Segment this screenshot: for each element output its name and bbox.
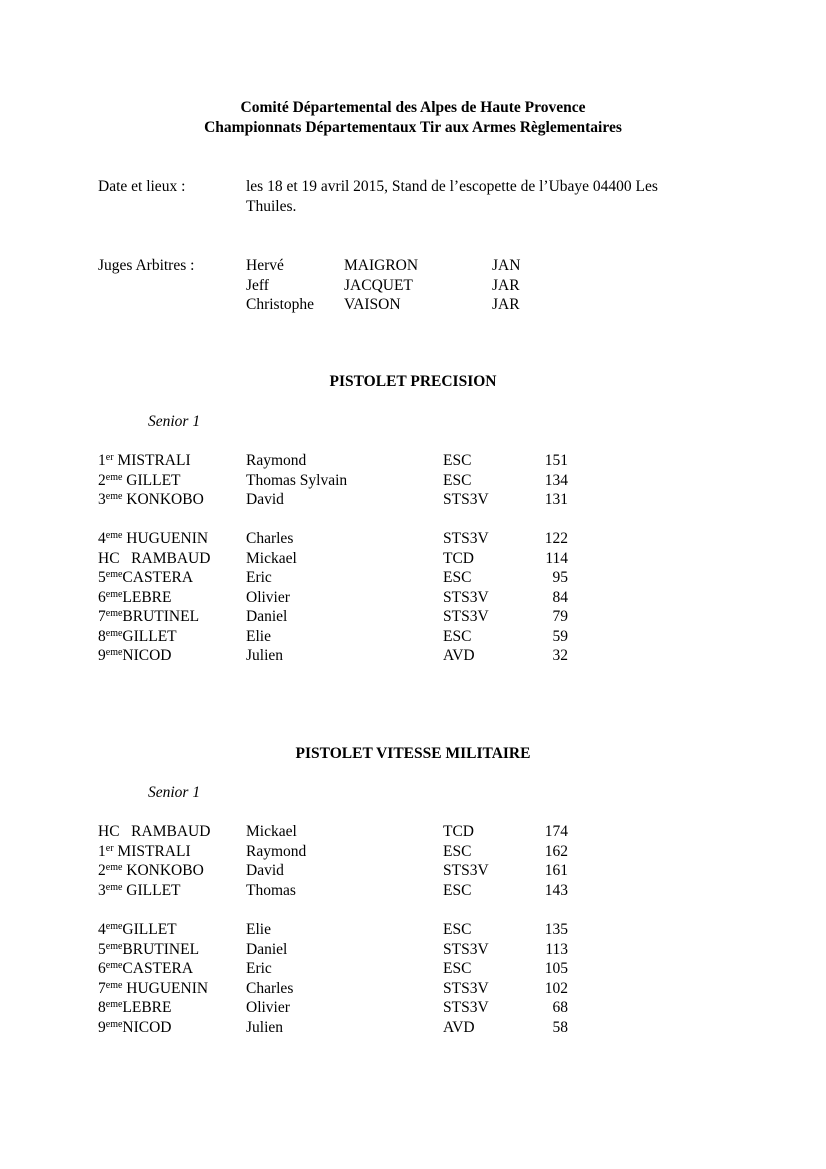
competitor-first-name: Elie	[246, 628, 271, 645]
result-row	[0, 490, 826, 510]
rank-position: 4	[98, 530, 106, 547]
rank-and-name	[98, 471, 181, 491]
result-row	[0, 979, 826, 999]
rank-and-name	[98, 529, 208, 549]
result-row	[0, 471, 826, 491]
category-label: Senior 1	[148, 784, 201, 801]
rank-suffix: eme	[105, 1019, 123, 1030]
rank-suffix: eme	[105, 608, 123, 619]
score-value: 122	[544, 530, 568, 547]
rank-and-name	[98, 1018, 172, 1038]
rank-suffix: eme	[105, 491, 123, 502]
rank-and-name	[98, 881, 181, 901]
rank-and-name	[98, 568, 193, 588]
juge-last-name: MAIGRON	[344, 257, 419, 274]
juge-role: JAR	[492, 296, 520, 313]
rank-position: 9	[98, 647, 106, 664]
score-value: 58	[552, 1019, 568, 1036]
juge-row	[0, 276, 826, 296]
rank-position: 5	[98, 941, 106, 958]
rank-position: 8	[98, 999, 106, 1016]
club-code: STS3V	[443, 589, 489, 606]
club-code: AVD	[443, 1019, 475, 1036]
date-lieux-value-line2: Thuiles.	[246, 198, 297, 215]
rank-suffix: er	[105, 843, 114, 854]
score-value: 174	[544, 823, 568, 840]
score-value: 68	[552, 999, 568, 1016]
club-code: STS3V	[443, 862, 489, 879]
rank-position: 9	[98, 1019, 106, 1036]
rank-position: 1	[98, 452, 106, 469]
competitor-last-name: BRUTINEL	[122, 608, 200, 625]
competitor-first-name: David	[246, 862, 284, 879]
result-row	[0, 998, 826, 1018]
club-code: STS3V	[443, 980, 489, 997]
competitor-first-name: Charles	[246, 530, 294, 547]
club-code: TCD	[443, 550, 474, 567]
rank-suffix: eme	[105, 999, 123, 1010]
score-value: 102	[544, 980, 568, 997]
score-value: 95	[552, 569, 568, 586]
competitor-last-name: KONKOBO	[122, 862, 204, 879]
result-row	[0, 451, 826, 471]
club-code: ESC	[443, 628, 472, 645]
rank-and-name	[98, 979, 208, 999]
result-row	[0, 1018, 826, 1038]
club-code: ESC	[443, 921, 472, 938]
rank-and-name	[98, 959, 193, 979]
rank-position: HC	[98, 823, 120, 840]
score-value: 162	[544, 843, 568, 860]
score-value: 161	[544, 862, 568, 879]
competitor-first-name: Eric	[246, 569, 272, 586]
score-value: 151	[544, 452, 568, 469]
club-code: STS3V	[443, 491, 489, 508]
competitor-first-name: Daniel	[246, 608, 288, 625]
rank-and-name	[98, 627, 177, 647]
rank-suffix: eme	[105, 530, 123, 541]
juge-role: JAN	[492, 257, 521, 274]
competitor-last-name: LEBRE	[122, 589, 172, 606]
club-code: STS3V	[443, 941, 489, 958]
result-row	[0, 529, 826, 549]
rank-and-name	[98, 646, 172, 666]
rank-position: HC	[98, 550, 120, 567]
rank-and-name	[98, 451, 191, 471]
competitor-last-name: GILLET	[122, 882, 181, 899]
competitor-first-name: Daniel	[246, 941, 288, 958]
rank-position: 3	[98, 491, 106, 508]
rank-suffix: eme	[105, 941, 123, 952]
rank-position: 2	[98, 472, 106, 489]
rank-position: 4	[98, 921, 106, 938]
rank-position: 2	[98, 862, 106, 879]
competitor-first-name: Thomas Sylvain	[246, 472, 348, 489]
rank-and-name	[98, 842, 191, 862]
competitor-last-name: NICOD	[122, 1019, 172, 1036]
club-code: STS3V	[443, 530, 489, 547]
rank-and-name	[98, 549, 210, 569]
score-value: 131	[544, 491, 568, 508]
juge-role: JAR	[492, 277, 520, 294]
rank-suffix: eme	[105, 882, 123, 893]
rank-position: 6	[98, 960, 106, 977]
result-row	[0, 646, 826, 666]
juge-row	[0, 256, 826, 276]
score-value: 143	[544, 882, 568, 899]
rank-suffix: eme	[105, 921, 123, 932]
score-value: 32	[552, 647, 568, 664]
juge-last-name: VAISON	[344, 296, 401, 313]
document-title-line1: Comité Départemental des Alpes de Haute Provence	[240, 99, 586, 116]
competitor-first-name: Julien	[246, 647, 284, 664]
result-row	[0, 842, 826, 862]
result-row	[0, 881, 826, 901]
competitor-last-name: GILLET	[122, 472, 181, 489]
score-value: 59	[552, 628, 568, 645]
rank-and-name	[98, 940, 199, 960]
result-row	[0, 861, 826, 881]
score-value: 113	[545, 941, 568, 958]
category-label: Senior 1	[148, 413, 201, 430]
rank-and-name	[98, 822, 210, 842]
club-code: STS3V	[443, 999, 489, 1016]
rank-position: 5	[98, 569, 106, 586]
rank-suffix: eme	[105, 862, 123, 873]
competitor-first-name: Mickael	[246, 823, 297, 840]
competitor-last-name: CASTERA	[122, 569, 194, 586]
result-row	[0, 588, 826, 608]
club-code: STS3V	[443, 608, 489, 625]
competitor-last-name: CASTERA	[122, 960, 194, 977]
result-row	[0, 822, 826, 842]
competitor-last-name: MISTRALI	[113, 843, 191, 860]
rank-suffix: eme	[105, 589, 123, 600]
club-code: ESC	[443, 452, 472, 469]
rank-suffix: er	[105, 452, 114, 463]
competitor-first-name: Mickael	[246, 550, 297, 567]
competitor-first-name: Elie	[246, 921, 271, 938]
competitor-last-name: RAMBAUD	[119, 823, 211, 840]
club-code: TCD	[443, 823, 474, 840]
score-value: 134	[544, 472, 568, 489]
competitor-first-name: Olivier	[246, 999, 290, 1016]
club-code: AVD	[443, 647, 475, 664]
rank-position: 6	[98, 589, 106, 606]
juge-first-name: Jeff	[246, 277, 269, 294]
juge-first-name: Hervé	[246, 257, 284, 274]
result-row	[0, 568, 826, 588]
result-row	[0, 549, 826, 569]
competitor-first-name: Raymond	[246, 843, 307, 860]
competitor-last-name: GILLET	[122, 921, 177, 938]
competitor-last-name: BRUTINEL	[122, 941, 200, 958]
rank-position: 8	[98, 628, 106, 645]
section-title: PISTOLET PRECISION	[329, 373, 497, 390]
section-title: PISTOLET VITESSE MILITAIRE	[295, 745, 531, 762]
juge-first-name: Christophe	[246, 296, 315, 313]
date-lieux-label: Date et lieux :	[98, 178, 186, 195]
competitor-last-name: NICOD	[122, 647, 172, 664]
competitor-first-name: Julien	[246, 1019, 284, 1036]
rank-position: 1	[98, 843, 106, 860]
competitor-first-name: Charles	[246, 980, 294, 997]
club-code: ESC	[443, 882, 472, 899]
result-row	[0, 627, 826, 647]
competitor-first-name: Raymond	[246, 452, 307, 469]
rank-position: 7	[98, 608, 106, 625]
club-code: ESC	[443, 472, 472, 489]
rank-position: 7	[98, 980, 106, 997]
competitor-first-name: Thomas	[246, 882, 296, 899]
score-value: 79	[552, 608, 568, 625]
competitor-last-name: RAMBAUD	[119, 550, 211, 567]
result-row	[0, 940, 826, 960]
competitor-last-name: KONKOBO	[122, 491, 204, 508]
competitor-first-name: Olivier	[246, 589, 290, 606]
score-value: 84	[552, 589, 568, 606]
result-row	[0, 959, 826, 979]
competitor-first-name: Eric	[246, 960, 272, 977]
competitor-last-name: MISTRALI	[113, 452, 191, 469]
rank-and-name	[98, 998, 172, 1018]
score-value: 105	[544, 960, 568, 977]
club-code: ESC	[443, 960, 472, 977]
rank-suffix: eme	[105, 628, 123, 639]
result-row	[0, 607, 826, 627]
rank-and-name	[98, 920, 177, 940]
rank-suffix: eme	[105, 647, 123, 658]
date-lieux-value-line1: les 18 et 19 avril 2015, Stand de l’escopette de l’Ubaye 04400 Les	[246, 178, 658, 195]
rank-suffix: eme	[105, 960, 123, 971]
rank-and-name	[98, 861, 204, 881]
competitor-last-name: GILLET	[122, 628, 177, 645]
competitor-last-name: HUGUENIN	[122, 530, 209, 547]
score-value: 135	[544, 921, 568, 938]
rank-and-name	[98, 607, 199, 627]
rank-suffix: eme	[105, 569, 123, 580]
juges-label: Juges Arbitres :	[98, 257, 195, 274]
rank-suffix: eme	[105, 472, 123, 483]
rank-and-name	[98, 588, 172, 608]
club-code: ESC	[443, 569, 472, 586]
document-title-line2: Championnats Départementaux Tir aux Armes Règlementaires	[204, 119, 622, 136]
result-row	[0, 920, 826, 940]
competitor-first-name: David	[246, 491, 284, 508]
rank-suffix: eme	[105, 980, 123, 991]
club-code: ESC	[443, 843, 472, 860]
juge-row	[0, 295, 826, 315]
score-value: 114	[545, 550, 568, 567]
juge-last-name: JACQUET	[344, 277, 413, 294]
competitor-last-name: LEBRE	[122, 999, 172, 1016]
competitor-last-name: HUGUENIN	[122, 980, 209, 997]
rank-position: 3	[98, 882, 106, 899]
rank-and-name	[98, 490, 204, 510]
